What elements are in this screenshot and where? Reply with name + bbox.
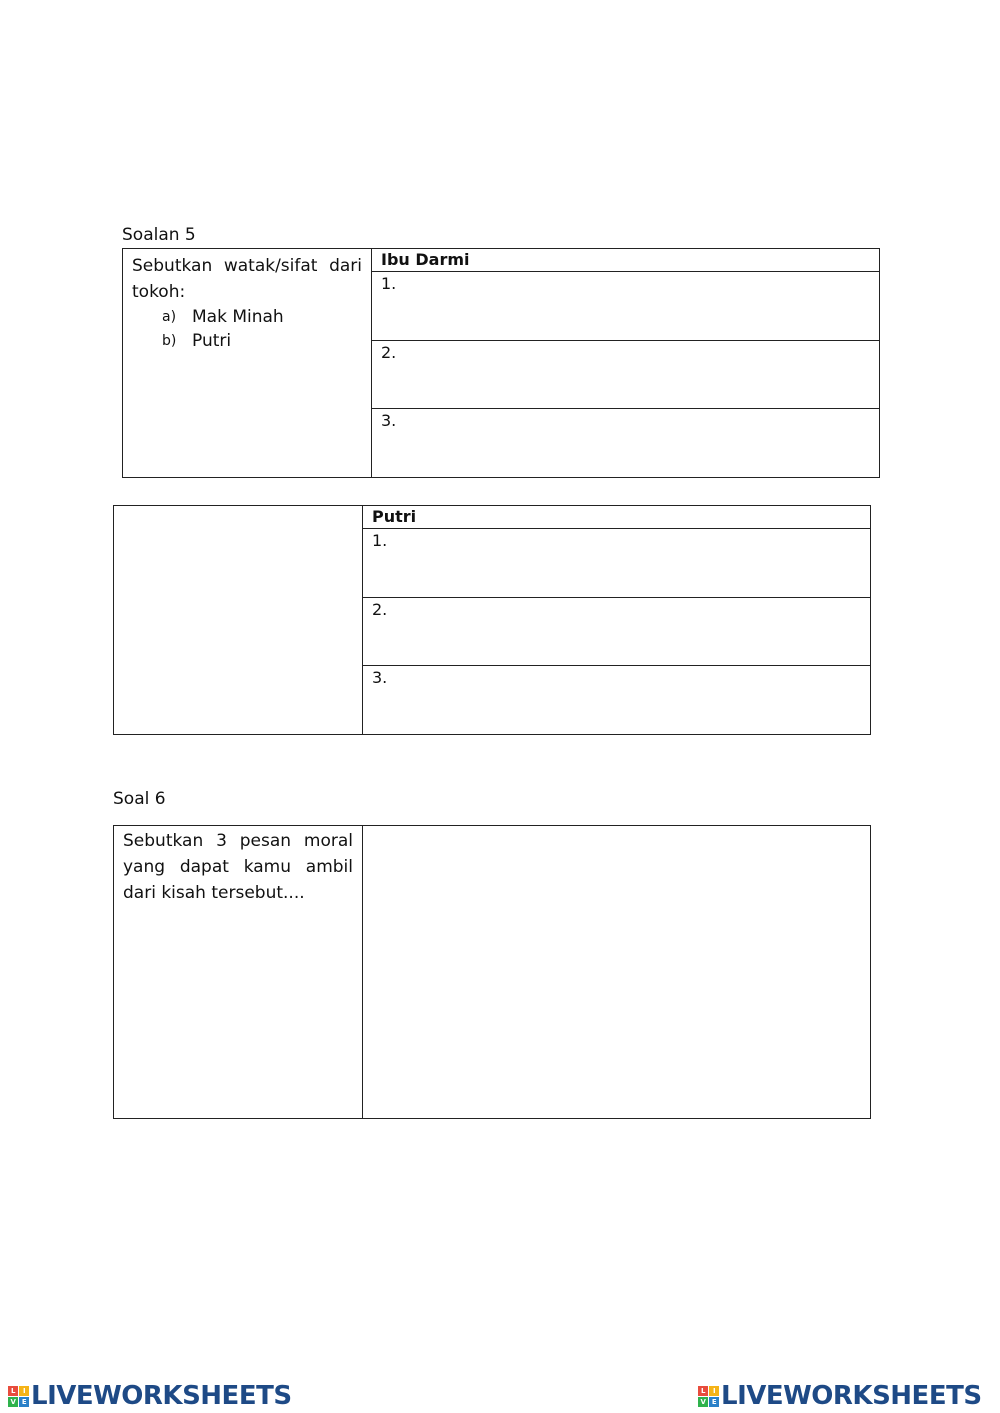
option-b-marker: b) [162,333,177,349]
putri-answer-row [363,597,871,666]
ibu-darmi-row-number: 3. [381,411,397,431]
question-5-title: Soalan 5 [122,225,196,245]
question-6-prompt-cell [114,826,363,1119]
liveworksheets-mark-icon: L I V E [698,1386,719,1407]
ibu-darmi-row-number: 1. [381,274,397,294]
liveworksheets-logo-left [8,1381,292,1411]
question-6-prompt: Sebutkan 3 pesan moral yang dapat kamu ambil dari kisah tersebut.... [123,831,353,903]
option-b-text: Putri [192,331,232,351]
ibu-darmi-heading: Ibu Darmi [381,250,470,269]
option-a [132,305,362,329]
option-b [132,329,362,353]
putri-heading: Putri [372,507,417,526]
putri-empty-cell [114,506,363,735]
question-6-title: Soal 6 [113,789,166,809]
option-a-text: Mak Minah [192,307,284,327]
putri-row-number: 1. [372,531,388,551]
putri-answer-row [363,666,871,735]
ibu-darmi-answer-row [372,340,880,409]
liveworksheets-logo-text: LIVEWORKSHEETS [721,1381,982,1411]
option-a-marker: a) [162,309,177,325]
question-5-prompt-cell [123,249,372,478]
question-6-answer-input[interactable] [363,826,870,1118]
ibu-darmi-answer-row [372,409,880,478]
putri-heading-cell [363,506,871,529]
ibu-darmi-heading-cell [372,249,880,272]
putri-answer-row [363,529,871,598]
liveworksheets-logo-right [698,1381,982,1411]
putri-row-number: 3. [372,668,388,688]
ibu-darmi-answer-1-input[interactable] [381,296,874,316]
ibu-darmi-answer-2-input[interactable] [381,365,874,385]
question-6-table [113,825,871,1119]
ibu-darmi-answer-3-input[interactable] [381,433,874,453]
putri-answer-2-input[interactable] [372,622,865,642]
putri-answer-1-input[interactable] [372,553,865,573]
question-5-prompt: Sebutkan watak/sifat dari tokoh: [132,256,362,302]
question-5-table-putri [113,505,871,735]
putri-row-number: 2. [372,599,388,619]
question-6-answer-cell [363,826,871,1119]
ibu-darmi-row-number: 2. [381,342,397,362]
ibu-darmi-answer-row [372,272,880,341]
question-5-table-ibu-darmi [122,248,880,478]
putri-answer-3-input[interactable] [372,690,865,710]
liveworksheets-logo-text: LIVEWORKSHEETS [31,1381,292,1411]
liveworksheets-mark-icon: L I V E [8,1386,29,1407]
